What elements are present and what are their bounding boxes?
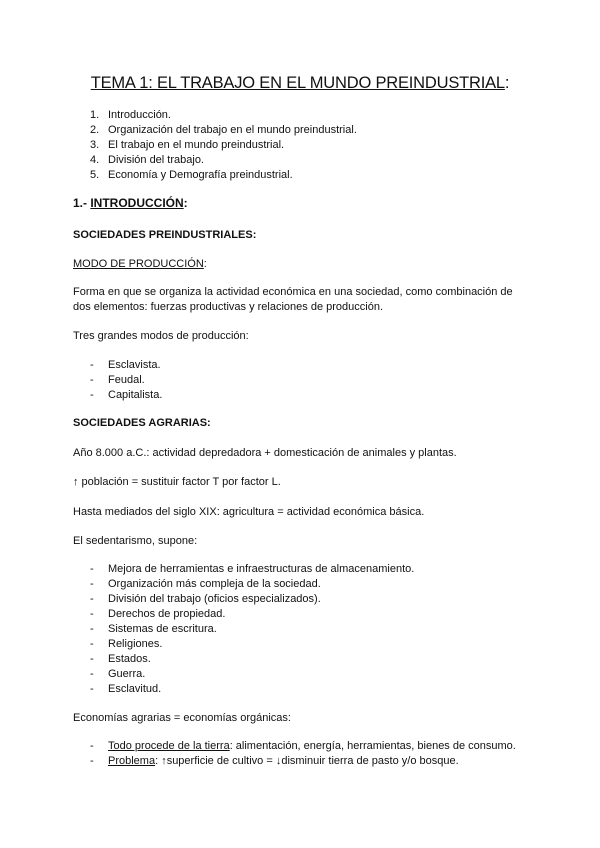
- organicas-list: [90, 739, 516, 769]
- list-item: - Estados.: [90, 653, 151, 665]
- modo-definition: Forma en que se organiza la actividad económica en una sociedad, como combinación de dos elementos: fuerzas productivas y relaciones de producción.: [73, 286, 513, 313]
- list-item: - Mejora de herramientas e infraestructuras de almacenamiento.: [90, 563, 415, 575]
- paragraph: Año 8.000 a.C.: actividad depredadora + domesticación de animales y plantas.: [73, 447, 457, 459]
- toc-item: 2. Organización del trabajo en el mundo preindustrial.: [90, 124, 357, 136]
- toc-item: 3. El trabajo en el mundo preindustrial.: [90, 139, 285, 151]
- page-title: [0, 74, 600, 93]
- table-of-contents: [90, 108, 357, 183]
- tres-modos-text: Tres grandes modos de producción:: [73, 330, 249, 342]
- paragraph: Hasta mediados del siglo XIX: agricultura = actividad económica básica.: [73, 506, 425, 518]
- section-heading: 1.- INTRODUCCIÓN:: [73, 196, 188, 210]
- list-item: - División del trabajo (oficios especializados).: [90, 593, 321, 605]
- title-colon: :: [504, 74, 510, 92]
- toc-item: 5. Economía y Demografía preindustrial.: [90, 169, 293, 181]
- list-item: - Capitalista.: [90, 389, 163, 401]
- list-item: - Sistemas de escritura.: [90, 623, 217, 635]
- list-item: - Organización más compleja de la sociedad.: [90, 578, 321, 590]
- paragraph: El sedentarismo, supone:: [73, 535, 198, 547]
- list-item: - Feudal.: [90, 374, 145, 386]
- list-item: - Esclavitud.: [90, 683, 162, 695]
- modo-label: MODO DE PRODUCCIÓN:: [73, 258, 207, 270]
- list-item: - Guerra.: [90, 668, 146, 680]
- list-item: - Todo procede de la tierra: alimentación, energía, herramientas, bienes de consumo.: [90, 740, 516, 752]
- list-item: - Problema: ↑superficie de cultivo = ↓disminuir tierra de pasto y/o bosque.: [90, 755, 459, 767]
- modos-list: [90, 358, 162, 403]
- toc-item: 4. División del trabajo.: [90, 154, 204, 166]
- paragraph: ↑ población = sustituir factor T por factor L.: [73, 476, 281, 488]
- paragraph: Economías agrarias = economías orgánicas:: [73, 712, 291, 724]
- sedentarismo-list: [90, 562, 414, 697]
- list-item: - Derechos de propiedad.: [90, 608, 226, 620]
- subheading-preindustriales: SOCIEDADES PREINDUSTRIALES:: [73, 229, 257, 241]
- toc-item: 1. Introducción.: [90, 109, 171, 121]
- list-item: - Esclavista.: [90, 359, 161, 371]
- subheading-agrarias: SOCIEDADES AGRARIAS:: [73, 417, 211, 429]
- title-text: TEMA 1: EL TRABAJO EN EL MUNDO PREINDUSTRIAL: [90, 74, 505, 92]
- list-item: - Religiones.: [90, 638, 163, 650]
